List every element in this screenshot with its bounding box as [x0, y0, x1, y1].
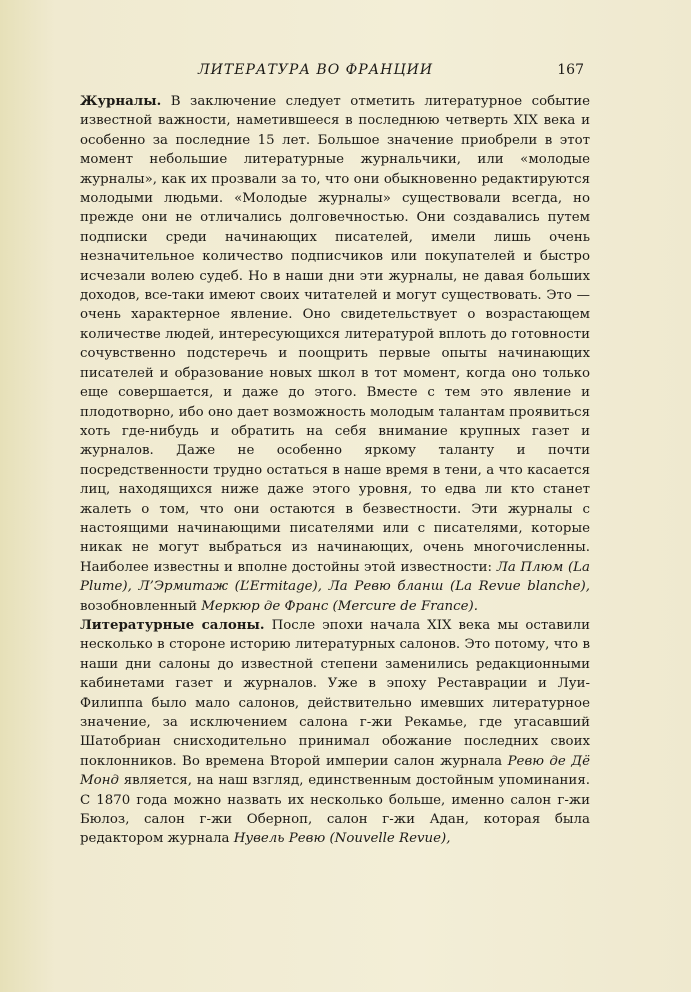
journal-title: Меркюр де Франс (Mercure de France). — [201, 598, 478, 614]
section-heading-journals: Журналы. — [80, 93, 162, 109]
paragraph-text: В заключение следует отметить литературное событие известной важности, наметившееся в последнюю четверть XIX века и особенно за последние 15 лет. Большое значение приобрели в этот момент небольшие литературные журнальчики, или «молодые журналы», как их прозвали за то, что они обыкновенно редактируются молодыми людьми. «Молодые журналы» существовали всегда, но прежде они не отличались долговечностью. Они создавались путем подписки среди начинающих писателей, имели лишь очень незначительное количество подписчиков или покупателей и быстро исчезали волею судеб. Но в наши дни эти журналы, не давая больших доходов, все-таки имеют своих читателей и могут существовать. Это — очень характерное явление. Оно свидетельствует о возрастающем количестве людей, интересующихся литературой вплоть до готовности сочувственно подстеречь и поощрить первые опыты начинающих писателей и образование новых школ в тот момент, когда оно только еще совершается, и даже до этого. Вместе с тем это явление и плодотворно, ибо оно дает возможность молодым талантам проявиться хоть где-нибудь и обратить на себя внимание крупных газет и журналов. Даже не особенно яркому таланту и почти посредственности трудно остаться в наше время в тени, а что касается лиц, находящихся ниже даже этого уровня, то едва ли кто станет жалеть о том, что они остаются в безвестности. Эти журналы с настоящими начинающими писателями или с писателями, которые никак не могут выбраться из начинающих, очень многочисленны. Наиболее известны и вполне достойны этой известности: — [80, 94, 590, 575]
journal-title: Ла Ревю бланш (La Revue blanche), — [328, 579, 591, 595]
paragraph-text: После эпохи начала XIX века мы оставили несколько в стороне историю литературных салонов. Это потому, что в наши дни салоны до известной степени заменились редакционными кабинетами газет и журналов. Уже в эпоху Реставрации и Луи-Филиппа было мало салонов, действительно имевших литературное значение, за исключением салона г-жи Рекамье, где угасавший Шатобриан снисходительно принимал обожание последних своих поклонников. Во времена Второй империи салон журнала — [80, 617, 590, 769]
page-number: 167 — [557, 62, 584, 78]
page-header — [80, 62, 590, 84]
paragraph-journals — [80, 92, 590, 616]
journal-title: Ревю де Дё Монд — [80, 753, 590, 789]
paragraph-salons — [80, 616, 590, 849]
paragraph-text: возобновленный — [80, 598, 198, 614]
journal-title: Л’Эрмитаж (L’Ermitage), — [138, 579, 323, 595]
journal-title: Нувель Ревю (Nouvelle Revue), — [233, 831, 451, 847]
paragraph-text: является, на наш взгляд, единственным достойным упоминания. С 1870 года можно назвать их несколько больше, именно салон г-жи Бюлоз, салон г-жи Оберноп, салон г-жи Адан, которая была редактором журнала — [80, 773, 590, 847]
journal-title: Ла Плюм (La Plume), — [80, 559, 590, 595]
page-body — [80, 92, 590, 849]
running-title: ЛИТЕРАТУРА ВО ФРАНЦИИ — [198, 62, 434, 78]
section-heading-salons: Литературные салоны. — [80, 616, 265, 633]
